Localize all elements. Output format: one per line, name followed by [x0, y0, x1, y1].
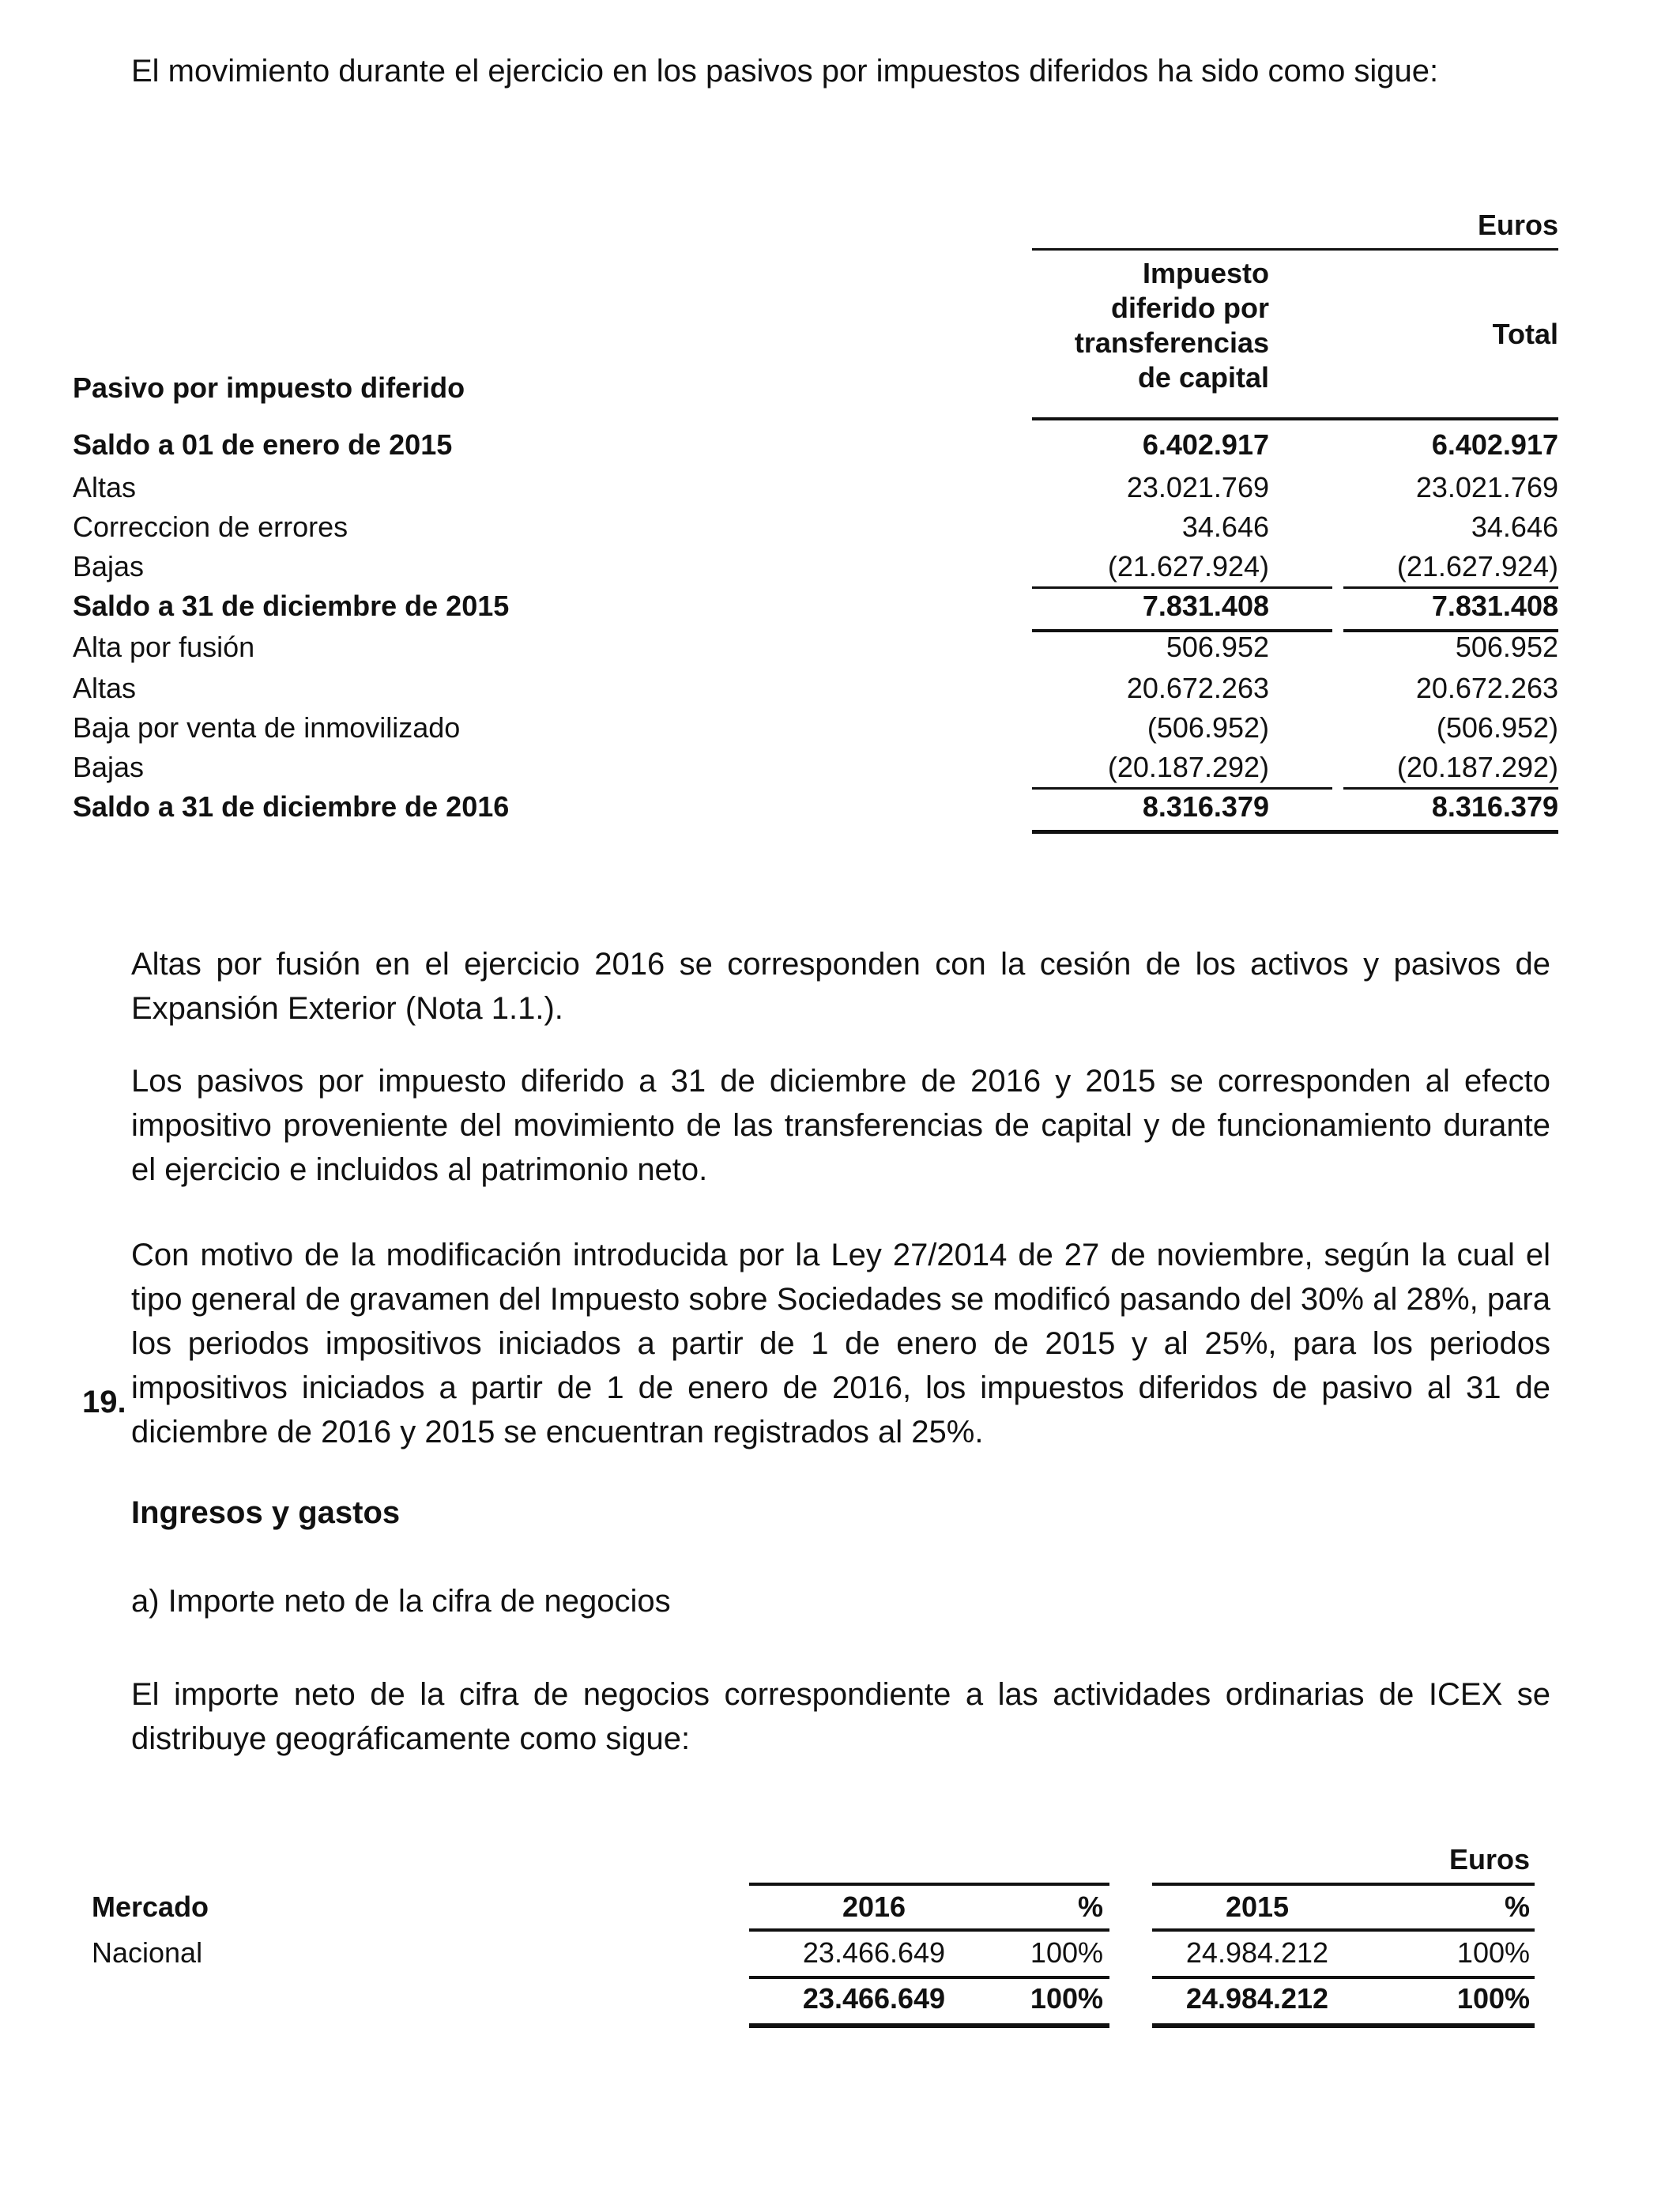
paragraph-pasivos: Los pasivos por impuesto diferido a 31 de diciembre de 2016 y 2015 se corresponden al efecto impositivo proveniente del movimiento de las transferencias de capital y de funcionamiento durante el ejercicio e incluidos al patrimonio neto. — [131, 1064, 1550, 1187]
rule — [1152, 2023, 1535, 2028]
header-2015: 2015 — [1225, 1891, 1290, 1923]
total-2016: 23.466.649 — [802, 1982, 946, 2015]
row-total: (506.952) — [1436, 711, 1558, 744]
row-label: Correccion de errores — [73, 511, 348, 543]
row-2015: 24.984.212 — [1185, 1936, 1329, 1969]
rule — [1152, 1928, 1535, 1932]
total-pct-2016: 100% — [1030, 1982, 1103, 2015]
rule — [1032, 248, 1558, 251]
row-total: 20.672.263 — [1415, 672, 1558, 704]
row-total: 6.402.917 — [1431, 428, 1558, 461]
row-value: (20.187.292) — [1107, 751, 1269, 783]
rule — [749, 1976, 1109, 1979]
row-label: Altas — [73, 672, 137, 704]
row-value: 7.831.408 — [1142, 590, 1269, 622]
row-total: 34.646 — [1471, 511, 1558, 543]
col-header-line: Impuesto — [1142, 257, 1269, 289]
row-value: 8.316.379 — [1142, 790, 1269, 823]
currency-label: Euros — [1448, 1843, 1530, 1875]
deferred-tax-liability-table — [73, 205, 1558, 838]
row-label: Alta por fusión — [73, 631, 255, 663]
row-header: Pasivo por impuesto diferido — [73, 371, 465, 404]
section-number: 19. — [82, 1385, 126, 1419]
row-label: Saldo a 01 de enero de 2015 — [73, 428, 453, 461]
rule — [1152, 1976, 1535, 1979]
col-header-impuesto — [1005, 256, 1269, 395]
row-total: 8.316.379 — [1431, 790, 1558, 823]
col-header-total: Total — [1492, 318, 1558, 350]
col-header-line: de capital — [1137, 361, 1269, 394]
header-pct-2015: % — [1504, 1891, 1530, 1923]
row-total: (20.187.292) — [1396, 751, 1558, 783]
rule — [1032, 787, 1332, 790]
rule — [749, 1928, 1109, 1932]
row-pct-2016: 100% — [1030, 1936, 1103, 1969]
row-total: 7.831.408 — [1431, 590, 1558, 622]
row-total: (21.627.924) — [1396, 550, 1558, 582]
subsection-title: a) Importe neto de la cifra de negocios — [131, 1584, 671, 1619]
col-header-line: diferido por — [1111, 292, 1269, 324]
revenue-by-market-table — [92, 1834, 1546, 2039]
paragraph-fusion: Altas por fusión en el ejercicio 2016 se corresponden con la cesión de los activos y pasivos de Expansión Exterior (Nota 1.1.). — [131, 947, 1550, 1026]
row-value: 34.646 — [1181, 511, 1269, 543]
row-label: Altas — [73, 471, 137, 503]
row-mercado: Nacional — [92, 1936, 203, 1969]
rule — [1343, 787, 1558, 790]
intro-paragraph: El movimiento durante el ejercicio en los pasivos por impuestos diferidos ha sido como sigue: — [131, 54, 1439, 89]
row-value: 20.672.263 — [1126, 672, 1269, 704]
row-label: Bajas — [73, 751, 145, 783]
header-pct-2016: % — [1077, 1891, 1103, 1923]
row-total: 23.021.769 — [1415, 471, 1558, 503]
row-pct-2015: 100% — [1456, 1936, 1530, 1969]
section-title: Ingresos y gastos — [131, 1495, 401, 1530]
row-2016: 23.466.649 — [802, 1936, 946, 1969]
row-value: 6.402.917 — [1142, 428, 1269, 461]
rule — [1032, 586, 1332, 589]
row-value: (506.952) — [1147, 711, 1269, 744]
header-2016: 2016 — [842, 1891, 906, 1923]
rule — [1032, 830, 1558, 834]
total-2015: 24.984.212 — [1185, 1982, 1329, 2015]
paragraph-ley: Con motivo de la modificación introducida por la Ley 27/2014 de 27 de noviembre, según la cual el tipo general de gravamen del Impuesto sobre Sociedades se modificó pasando del 30% al 28%, para los periodos impositivos iniciados a partir de 1 de enero de 2015 y al 25%, para los periodos impositivos iniciados a partir de 1 de enero de 2016, los impuestos diferidos de pasivo al 31 de diciembre de 2016 y 2015 se encuentran registrados al 25%. — [131, 1238, 1550, 1449]
header-mercado: Mercado — [92, 1891, 209, 1923]
rule — [1032, 417, 1558, 420]
row-label: Bajas — [73, 550, 145, 582]
row-value: 506.952 — [1166, 631, 1269, 663]
paragraph-cifra-negocios: El importe neto de la cifra de negocios correspondiente a las actividades ordinarias de ICEX se distribuye geográficamente como sigue: — [131, 1677, 1550, 1756]
row-label: Saldo a 31 de diciembre de 2015 — [73, 590, 510, 622]
rule — [1152, 1883, 1535, 1886]
rule — [749, 2023, 1109, 2028]
rule — [749, 1883, 1109, 1886]
row-label: Baja por venta de inmovilizado — [73, 711, 461, 744]
row-label: Saldo a 31 de diciembre de 2016 — [73, 790, 510, 823]
rule — [1343, 586, 1558, 589]
col-header-line: transferencias — [1074, 326, 1269, 359]
row-total: 506.952 — [1455, 631, 1558, 663]
total-pct-2015: 100% — [1456, 1982, 1530, 2015]
row-value: 23.021.769 — [1126, 471, 1269, 503]
currency-label: Euros — [1477, 209, 1558, 241]
row-value: (21.627.924) — [1107, 550, 1269, 582]
